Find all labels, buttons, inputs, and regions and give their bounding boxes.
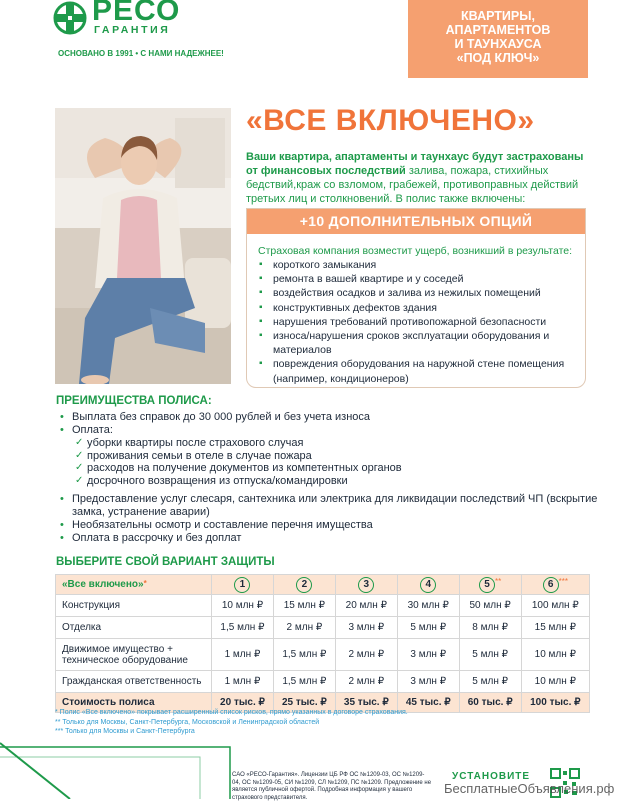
brand-founded: ОСНОВАНО В 1991 • С НАМИ НАДЕЖНЕЕ! — [58, 49, 224, 58]
table-cell: 15 млн ₽ — [273, 595, 335, 617]
variant-cell — [459, 575, 521, 595]
table-title: ВЫБЕРИТЕ СВОЙ ВАРИАНТ ЗАЩИТЫ — [56, 556, 275, 568]
table-head-label-text: «Все включено» — [62, 579, 144, 590]
options-list — [259, 258, 579, 386]
row-label: Конструкция — [56, 595, 212, 617]
intro-bold: Ваши квартира, апартаменты и таунхаус будут застрахованы от финансовых последствий — [246, 151, 584, 177]
table-row — [56, 639, 590, 671]
list-item: ▪ короткого замыкания — [259, 258, 579, 272]
table-cell: 1 млн ₽ — [212, 639, 274, 671]
brand-logo — [52, 0, 222, 40]
list-item: ▪ ремонта в вашей квартире и у соседей — [259, 272, 579, 286]
table-cell: 10 млн ₽ — [212, 595, 274, 617]
footnote-star: *** — [558, 576, 568, 586]
brand-subtitle: ГАРАНТИЯ — [94, 24, 171, 36]
table-cell: 3 млн ₽ — [397, 671, 459, 693]
table-cell: 30 млн ₽ — [397, 595, 459, 617]
brand-name: РЕСО — [92, 0, 181, 27]
advantage-subitem: ✓ проживания семьи в отеле в случае пожара — [60, 450, 600, 463]
table-cell: 50 млн ₽ — [459, 595, 521, 617]
variant-number: 2 — [296, 577, 312, 593]
list-item: ▪ конструктивных дефектов здания — [259, 301, 579, 315]
legal-text: САО «РЕСО-Гарантия». Лицензии ЦБ РФ ОС №1209-03, ОС №1209-04, ОС №1209-05, СИ №1209, СЛ №1209, ПС №1209. Предложение не является публичной офертой. Подробная информация у вашего страхового представителя. — [232, 772, 432, 801]
table-cell: 3 млн ₽ — [335, 617, 397, 639]
options-box — [246, 208, 586, 388]
table-cell: 2 млн ₽ — [273, 617, 335, 639]
advantage-subitem: ✓ досрочного возвращения из отпуска/командировки — [60, 475, 600, 488]
watermark: БесплатныеОбъявления.рф — [444, 781, 615, 796]
row-label: Отделка — [56, 617, 212, 639]
variant-cell — [521, 575, 589, 595]
table-cell: 100 млн ₽ — [521, 595, 589, 617]
coverage-table — [55, 574, 590, 713]
footnote: * Полис «Все включено» покрывает расширенный список рисков, прямо указанных в договоре страхования. — [55, 709, 408, 716]
advantages-title: ПРЕИМУЩЕСТВА ПОЛИСА: — [56, 395, 212, 407]
table-cell: 20 тыс. ₽ — [212, 693, 274, 713]
variant-number: 1 — [234, 577, 250, 593]
table-cell: 5 млн ₽ — [459, 671, 521, 693]
variant-cell — [335, 575, 397, 595]
table-cell: 5 млн ₽ — [459, 639, 521, 671]
table-cell: 2 млн ₽ — [335, 671, 397, 693]
table-cell: 8 млн ₽ — [459, 617, 521, 639]
list-item: ▪ износа/нарушения сроков эксплуатации оборудования и материалов — [259, 329, 579, 357]
table-head-label — [56, 575, 212, 595]
table-cell: 1,5 млн ₽ — [273, 639, 335, 671]
variant-number: 5 — [479, 577, 495, 593]
intro-text — [246, 150, 596, 206]
advantage-subitem: ✓ уборки квартиры после страхового случая — [60, 437, 600, 450]
advantages-list — [60, 411, 600, 545]
table-row — [56, 671, 590, 693]
woman-on-sofa-illustration — [55, 108, 231, 384]
install-app-label: УСТАНОВИТЕ — [452, 771, 531, 782]
table-cell: 35 тыс. ₽ — [335, 693, 397, 713]
advantage-subitem: ✓ расходов на получение документов из компетентных органов — [60, 462, 600, 475]
footnote-star: * — [143, 579, 147, 588]
variant-number: 4 — [420, 577, 436, 593]
list-item: ▪ нарушения требований противопожарной безопасности — [259, 315, 579, 329]
reso-emblem-icon — [52, 0, 88, 36]
table-row — [56, 595, 590, 617]
variant-cell — [212, 575, 274, 595]
table-cell: 5 млн ₽ — [397, 617, 459, 639]
options-lead: Страховая компания возместит ущерб, возникший в результате: — [258, 245, 573, 257]
tag-box — [408, 0, 588, 78]
row-label: Движимое имущество + техническое оборудование — [56, 639, 212, 671]
advantage-item: • Предоставление услуг слесаря, сантехника или электрика для ликвидации последствий ЧП (вскрытие замка, устранение аварии) — [60, 493, 600, 519]
table-cell: 20 млн ₽ — [335, 595, 397, 617]
advantage-item: • Оплата в рассрочку и без доплат — [60, 532, 600, 545]
table-cell: 100 тыс. ₽ — [521, 693, 589, 713]
table-cell: 1,5 млн ₽ — [273, 671, 335, 693]
list-item: ▪ воздействия осадков и залива из нежилых помещений — [259, 286, 579, 300]
list-item: ▪ повреждения оборудования на наружной стене помещения (например, кондиционеров) — [259, 357, 579, 385]
options-header: +10 ДОПОЛНИТЕЛЬНЫХ ОПЦИЙ — [247, 209, 585, 234]
variant-number: 3 — [358, 577, 374, 593]
headline: «ВСЕ ВКЛЮЧЕНО» — [246, 104, 535, 137]
table-cell: 3 млн ₽ — [397, 639, 459, 671]
row-label: Стоимость полиса — [56, 693, 212, 713]
advantage-item: • Необязательны осмотр и составление перечня имущества — [60, 519, 600, 532]
row-label: Гражданская ответственность — [56, 671, 212, 693]
table-header-row — [56, 575, 590, 595]
tag-box-text: КВАРТИРЫ, АПАРТАМЕНТОВ И ТАУНХАУСА «ПОД КЛЮЧ» — [445, 9, 551, 65]
table-cell: 60 тыс. ₽ — [459, 693, 521, 713]
table-cell: 10 млн ₽ — [521, 639, 589, 671]
table-cell: 15 млн ₽ — [521, 617, 589, 639]
advantage-item: • Выплата без справок до 30 000 рублей и без учета износа — [60, 411, 600, 424]
footnotes — [55, 708, 595, 737]
table-cell: 1 млн ₽ — [212, 671, 274, 693]
advantage-item: • Оплата: — [60, 424, 600, 437]
footnote: *** Только для Москвы и Санкт-Петербурга — [55, 728, 195, 735]
variant-cell — [273, 575, 335, 595]
table-cell: 2 млн ₽ — [335, 639, 397, 671]
variant-number: 6 — [543, 577, 559, 593]
table-row — [56, 617, 590, 639]
table-cell: 10 млн ₽ — [521, 671, 589, 693]
table-cell: 45 тыс. ₽ — [397, 693, 459, 713]
hero-photo — [55, 108, 231, 384]
variant-cell — [397, 575, 459, 595]
table-cell: 25 тыс. ₽ — [273, 693, 335, 713]
footnote: ** Только для Москвы, Санкт-Петербурга, Московской и Ленинградской областей — [55, 718, 320, 726]
intro-rest: залива, пожара, стихийных бедствий,краж со взломом, грабежей, противоправных действий третьих лиц и столкновений. В полис также включены: — [246, 165, 579, 205]
table-cell: 1,5 млн ₽ — [212, 617, 274, 639]
footnote-star: ** — [495, 576, 502, 586]
